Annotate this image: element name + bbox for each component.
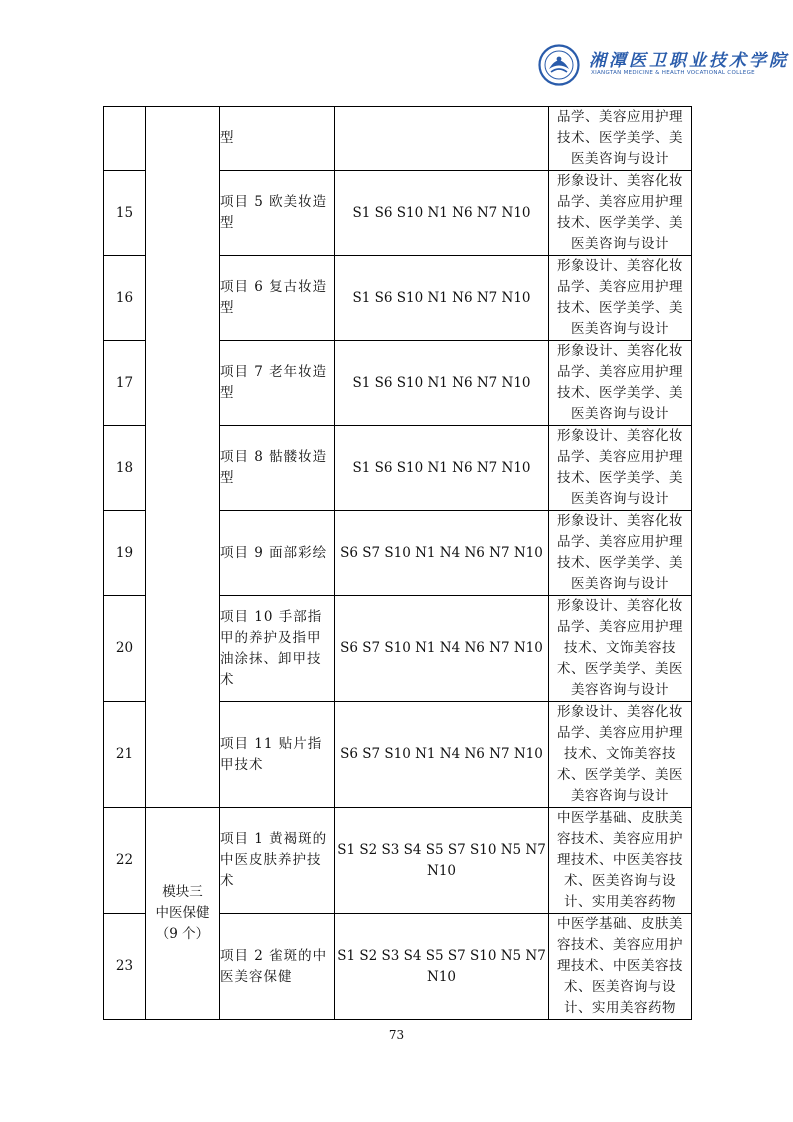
ability-code-cell-line: S1 S6 S10 N1 N6 N7 N10 [352,204,531,221]
module-cell-empty [146,107,220,808]
project-cell-line: 型 [220,300,235,316]
project-cell-line: 甲的养护及指甲 [220,629,322,646]
project-cell-line: 项目 11 贴片指 [220,735,323,752]
course-cell-line: 技术、医学美学、美 [557,470,683,486]
course-cell-line: 形象设计、美容化妆 [557,428,683,444]
course-cell-line: 品学、美容应用护理 [557,364,683,380]
course-cell-line: 形象设计、美容化妆 [557,513,683,529]
course-cell [549,596,692,702]
course-cell [549,107,692,171]
ability-code-cell [335,914,549,1020]
ability-code-cell [335,596,549,702]
course-cell-line: 术、医学美学、美医 [557,661,683,677]
course-cell-line: 中医学基础、皮肤美 [557,916,683,932]
project-cell [220,107,335,171]
course-cell-line: 技术、医学美学、美 [557,215,683,231]
course-cell-line: 容技术、美容应用护 [557,937,683,953]
project-cell-line: 甲技术 [220,756,264,773]
course-cell-line: 医美咨询与设计 [571,321,669,337]
ability-code-cell-line: S1 S2 S3 S4 S5 S7 S10 N5 N7 [337,947,546,964]
course-cell [549,511,692,596]
course-cell-line: 品学、美容应用护理 [557,534,683,550]
project-cell-line: 项目 2 雀斑的中 [220,947,328,964]
course-cell-line: 美容咨询与设计 [571,788,669,804]
ability-code-cell [335,341,549,426]
ability-code-cell-line: S1 S6 S10 N1 N6 N7 N10 [352,289,531,306]
course-cell-line: 美容咨询与设计 [571,682,669,698]
page-number: 73 [388,1028,405,1042]
course-cell-line: 品学、美容应用护理 [557,449,683,465]
course-cell [549,171,692,256]
college-logo [537,44,789,86]
project-cell-line: 型 [220,215,235,231]
project-cell-line: 型 [220,130,235,146]
module-three-cell-line: （9 个） [155,926,210,942]
row-number: 23 [104,914,146,1020]
logo-english-name: XIANGTAN MEDICINE & HEALTH VOCATIONAL COLLEGE [591,70,755,76]
project-cell [220,702,335,808]
project-cell-line: 项目 6 复古妆造 [220,279,328,295]
project-cell-line: 型 [220,385,235,401]
project-cell-line: 项目 1 黄褐斑的 [220,831,328,847]
row-number: 15 [104,171,146,256]
module-three-cell [146,808,220,1020]
table-row [104,107,692,171]
college-emblem-icon [537,44,581,86]
course-cell-line: 理技术、中医美容技 [557,958,683,974]
course-cell-line: 计、实用美容药物 [564,894,676,910]
course-cell-line: 医美咨询与设计 [571,151,669,167]
ability-code-cell-line: S1 S6 S10 N1 N6 N7 N10 [352,374,531,391]
logo-chinese-name: 湘潭医卫职业技术学院 [589,51,789,71]
row-number: 16 [104,256,146,341]
module-three-cell-line: 模块三 [162,884,203,900]
project-cell [220,914,335,1020]
course-cell-line: 形象设计、美容化妆 [557,258,683,274]
project-cell [220,171,335,256]
ability-code-cell [335,256,549,341]
course-cell [549,426,692,511]
project-cell [220,256,335,341]
course-cell-line: 品学、美容应用护理 [557,279,683,295]
project-cell-line: 项目 7 老年妆造 [220,364,328,380]
project-cell-line: 型 [220,470,235,486]
project-cell [220,808,335,914]
course-cell-line: 品学、美容应用护理 [557,194,683,210]
ability-code-cell [335,808,549,914]
course-cell-line: 医美咨询与设计 [571,491,669,507]
course-cell-line: 品学、美容应用护理 [557,109,683,125]
ability-code-cell [335,107,549,171]
ability-code-cell [335,426,549,511]
ability-code-cell [335,511,549,596]
course-cell-line: 技术、文饰美容技 [564,640,676,656]
course-cell-line: 医美咨询与设计 [571,576,669,592]
course-cell [549,702,692,808]
project-cell-line: 项目 10 手部指 [220,608,323,625]
project-cell-line: 项目 8 骷髅妆造 [220,449,328,465]
course-cell [549,808,692,914]
course-cell-line: 技术、医学美学、美 [557,385,683,401]
ability-code-cell-line: N10 [427,968,456,985]
course-cell-line: 医美咨询与设计 [571,406,669,422]
row-number [104,107,146,171]
project-cell-line: 中医皮肤养护技 [220,852,322,868]
table-row [104,808,692,914]
project-cell-line: 项目 5 欧美妆造 [220,194,328,210]
project-cell-line: 油涂抹、卸甲技 [220,650,322,667]
course-cell-line: 医美咨询与设计 [571,236,669,252]
module-three-cell-line: 中医保健 [155,905,210,921]
course-cell-line: 容技术、美容应用护 [557,831,683,847]
ability-code-cell-line: N10 [427,862,456,879]
curriculum-table [103,106,692,1020]
course-cell-line: 技术、医学美学、美 [557,130,683,146]
row-number: 21 [104,702,146,808]
course-cell-line: 品学、美容应用护理 [557,619,683,635]
course-cell-line: 技术、文饰美容技 [564,746,676,762]
course-cell-line: 中医学基础、皮肤美 [557,810,683,826]
ability-code-cell [335,171,549,256]
project-cell-line: 项目 9 面部彩绘 [220,544,328,561]
course-cell-line: 形象设计、美容化妆 [557,704,683,720]
project-cell [220,511,335,596]
course-cell [549,341,692,426]
course-cell-line: 技术、医学美学、美 [557,300,683,316]
ability-code-cell-line: S6 S7 S10 N1 N4 N6 N7 N10 [340,746,543,762]
row-number: 20 [104,596,146,702]
ability-code-cell-line: S6 S7 S10 N1 N4 N6 N7 N10 [340,544,543,561]
course-cell-line: 术、医美咨询与设 [564,979,676,995]
course-cell-line: 形象设计、美容化妆 [557,173,683,189]
project-cell [220,341,335,426]
course-cell-line: 术、医美咨询与设 [564,873,676,889]
project-cell-line: 医美容保健 [220,968,293,985]
project-cell [220,426,335,511]
row-number: 22 [104,808,146,914]
ability-code-cell-line: S1 S6 S10 N1 N6 N7 N10 [352,459,531,476]
course-cell [549,914,692,1020]
course-cell-line: 形象设计、美容化妆 [557,343,683,359]
project-cell-line: 术 [220,873,235,889]
ability-code-cell-line: S6 S7 S10 N1 N4 N6 N7 N10 [340,640,543,656]
course-cell [549,256,692,341]
course-cell-line: 计、实用美容药物 [564,1000,676,1016]
course-cell-line: 术、医学美学、美医 [557,767,683,783]
course-cell-line: 理技术、中医美容技 [557,852,683,868]
ability-code-cell [335,702,549,808]
project-cell [220,596,335,702]
course-cell-line: 技术、医学美学、美 [557,555,683,571]
row-number: 19 [104,511,146,596]
course-cell-line: 形象设计、美容化妆 [557,598,683,614]
course-cell-line: 品学、美容应用护理 [557,725,683,741]
row-number: 17 [104,341,146,426]
project-cell-line: 术 [220,671,235,688]
row-number: 18 [104,426,146,511]
ability-code-cell-line: S1 S2 S3 S4 S5 S7 S10 N5 N7 [337,841,546,858]
